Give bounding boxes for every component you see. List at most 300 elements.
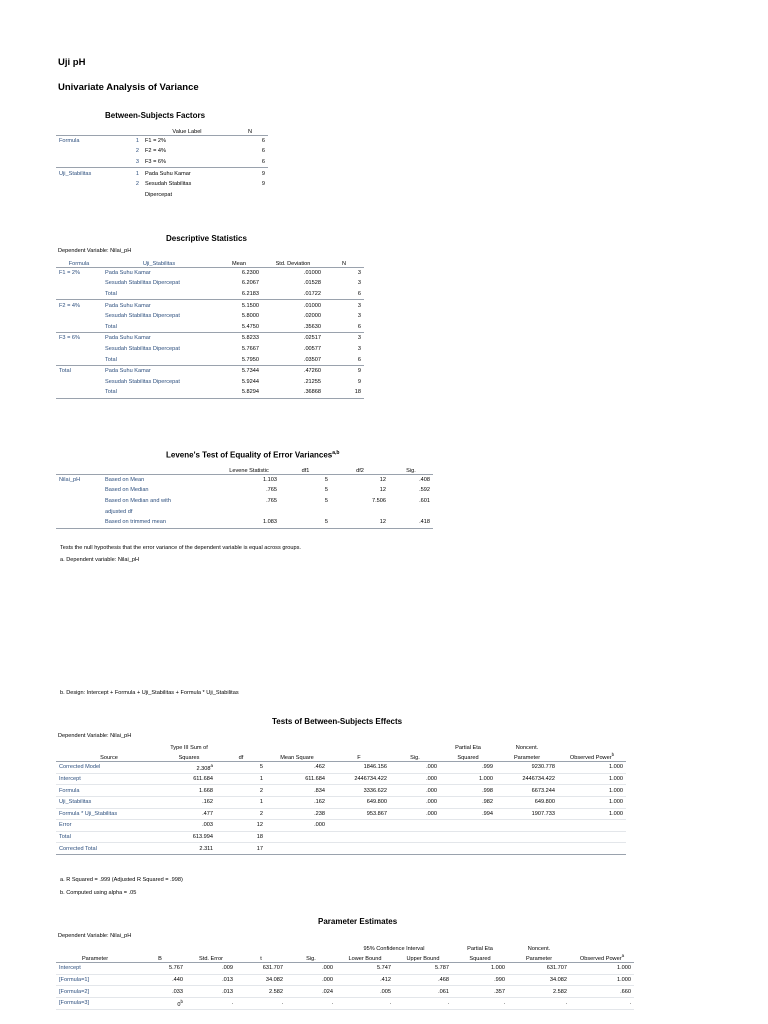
levene-title: Levene's Test of Equality of Error Variances$^{a,b}$ xyxy=(166,450,340,460)
table-row xyxy=(56,986,634,998)
tbse-df: 5 xyxy=(216,762,266,774)
table-row xyxy=(56,146,268,157)
pe-power: . xyxy=(570,997,634,1009)
pe-col-header: Parameter xyxy=(508,952,570,963)
pe-col-header-top xyxy=(56,941,134,952)
pe-col-header: Upper Bound xyxy=(394,952,452,963)
tbse-col-header-top xyxy=(390,740,440,751)
desc-sd: .01000 xyxy=(262,300,324,311)
tbse-source: Uji_Stabilitas xyxy=(56,796,162,808)
table-row xyxy=(56,843,626,855)
table-row xyxy=(56,387,364,398)
desc-mean: 6.2183 xyxy=(241,291,259,298)
desc-mean: 5.1500 xyxy=(216,300,262,311)
tbse-ss: 2.308$^a$ xyxy=(162,762,216,774)
tbse-df: 2 xyxy=(216,808,266,820)
levene-sig: .601 xyxy=(419,498,430,505)
tbse-note-2: b. Computed using alpha = .05 xyxy=(60,890,137,896)
desc-formula: F1 = 2% xyxy=(56,267,102,278)
tbse-col-header-top: Partial Eta xyxy=(455,744,481,751)
desc-col-header: N xyxy=(324,256,364,267)
levene-df2: 12 xyxy=(379,487,386,494)
table-row xyxy=(56,496,433,507)
tbse-source: Formula xyxy=(56,785,162,797)
tbse-ms: .238 xyxy=(266,808,328,820)
tbse-dep-var: Dependent Variable: Nilai_pH xyxy=(58,733,132,739)
desc-formula xyxy=(56,387,102,398)
pe-col-header-top xyxy=(570,941,634,952)
factor-name xyxy=(56,157,112,168)
pe-col-header: B xyxy=(134,952,186,963)
desc-dep-var: Dependent Variable: Nilai_pH xyxy=(58,248,132,254)
tbse-power xyxy=(558,843,626,855)
tbse-noncent xyxy=(496,831,558,843)
factor-n: 9 xyxy=(261,181,265,188)
table-row xyxy=(56,354,364,365)
pe-eta: . xyxy=(452,997,508,1009)
tbse-sig: .000 xyxy=(390,796,440,808)
table-row xyxy=(56,135,268,146)
desc-uji: Pada Suhu Kamar xyxy=(102,267,216,278)
levene-row-label: Based on Median and with xyxy=(105,498,171,505)
tbse-eta: 1.000 xyxy=(440,773,496,785)
table-row xyxy=(56,344,364,355)
pe-parameter: [Formula=3] xyxy=(56,997,134,1009)
pe-noncent: 2.582 xyxy=(508,986,570,998)
pe-upper: . xyxy=(394,997,452,1009)
pe-eta: .357 xyxy=(452,986,508,998)
tbse-sig: .000 xyxy=(390,808,440,820)
tbse-df: 12 xyxy=(216,820,266,832)
levene-stat: 1.083 xyxy=(218,517,280,528)
desc-n: 9 xyxy=(324,365,364,376)
tbse-eta: .994 xyxy=(440,808,496,820)
tbse-f: 649.800 xyxy=(328,796,390,808)
pe-col-header-top xyxy=(286,941,336,952)
table-row xyxy=(56,474,433,485)
desc-table xyxy=(56,256,364,399)
tbse-col-header: Mean Square xyxy=(266,751,328,762)
tbse-source: Error xyxy=(56,820,162,832)
tbse-ms: 611.684 xyxy=(266,773,328,785)
factor-n: 6 xyxy=(261,148,265,155)
tbse-noncent: 649.800 xyxy=(496,796,558,808)
tbse-source: Corrected Model xyxy=(56,762,162,774)
tbse-ss: 613.994 xyxy=(162,831,216,843)
tbse-noncent: 6673.244 xyxy=(496,785,558,797)
tbse-note-1: a. R Squared = .999 (Adjusted R Squared = .998) xyxy=(60,877,183,883)
desc-uji: Sesudah Stabilitas Dipercepat xyxy=(105,313,180,320)
desc-uji: Total xyxy=(105,323,117,330)
factor-code: 1 xyxy=(112,135,142,146)
table-row xyxy=(56,808,626,820)
tbse-noncent: 2446734.422 xyxy=(496,773,558,785)
tbse-col-header: Parameter xyxy=(496,751,558,762)
tbse-col-header: Sig. xyxy=(390,751,440,762)
pe-sig: . xyxy=(286,997,336,1009)
pe-col-header-top xyxy=(134,941,186,952)
table-row xyxy=(56,762,626,774)
tbse-df: 17 xyxy=(216,843,266,855)
levene-col-header: Sig. xyxy=(389,463,433,474)
desc-sd: .02000 xyxy=(303,313,321,320)
tbse-f: 1846.156 xyxy=(328,762,390,774)
tbse-eta: .999 xyxy=(440,762,496,774)
pe-t: 34.082 xyxy=(236,974,286,986)
factor-n: 9 xyxy=(232,168,268,179)
pe-t: . xyxy=(236,997,286,1009)
levene-df1: 5 xyxy=(324,476,328,483)
desc-mean: 5.8294 xyxy=(216,387,262,398)
pe-noncent: 34.082 xyxy=(508,974,570,986)
tbse-source: Total xyxy=(56,831,162,843)
tbse-col-header-top xyxy=(558,740,626,751)
tbse-title: Tests of Between-Subjects Effects xyxy=(272,717,403,726)
bsf-table xyxy=(56,124,268,200)
value-label: F3 = 6% xyxy=(145,159,166,166)
desc-n: 9 xyxy=(357,378,361,385)
levene-stat: .765 xyxy=(266,498,277,505)
table-row xyxy=(56,179,268,190)
tbse-col-header-top xyxy=(216,740,266,751)
desc-col-header: Mean xyxy=(216,256,262,267)
desc-n: 3 xyxy=(357,313,361,320)
tbse-ss: 611.684 xyxy=(162,773,216,785)
tbse-sig xyxy=(390,843,440,855)
factor-code: 3 xyxy=(135,159,139,166)
pe-t: 2.582 xyxy=(236,986,286,998)
table-row xyxy=(56,168,268,179)
pe-col-header: Std. Error xyxy=(186,952,236,963)
table-row xyxy=(56,322,364,333)
tbse-source: Intercept xyxy=(56,773,162,785)
pe-se: .013 xyxy=(186,974,236,986)
desc-formula xyxy=(56,311,102,322)
table-row xyxy=(56,190,268,201)
factor-name xyxy=(56,179,112,190)
page-heading: Uji pH xyxy=(58,57,86,68)
tbse-ss: 2.311 xyxy=(162,843,216,855)
tbse-col-header: Source xyxy=(56,751,162,762)
pe-parameter: [Formula=1] xyxy=(56,974,134,986)
levene-note-3: b. Design: Intercept + Formula + Uji_Stabilitas + Formula * Uji_Stabilitas xyxy=(60,690,239,696)
factor-code: 2 xyxy=(135,148,139,155)
tbse-eta: .982 xyxy=(440,796,496,808)
tbse-ms xyxy=(266,843,328,855)
levene-row-label: Based on Median xyxy=(105,487,149,494)
factor-name: Uji_Stabilitas xyxy=(56,168,112,179)
desc-mean: 5.7950 xyxy=(241,356,259,363)
desc-formula: F2 = 4% xyxy=(56,300,102,311)
factor-code: 1 xyxy=(112,168,142,179)
pe-upper: 5.787 xyxy=(394,963,452,975)
factor-n: 6 xyxy=(261,159,265,166)
pe-col-header: t xyxy=(236,952,286,963)
desc-n: 3 xyxy=(324,300,364,311)
table-row xyxy=(56,773,626,785)
desc-uji: Total xyxy=(105,291,117,298)
factor-name: Formula xyxy=(56,135,112,146)
levene-sig xyxy=(389,506,433,517)
tbse-ms: .462 xyxy=(266,762,328,774)
pe-se: .009 xyxy=(186,963,236,975)
desc-n: 3 xyxy=(324,267,364,278)
pe-t: 631.707 xyxy=(236,963,286,975)
desc-col-header: Uji_Stabilitas xyxy=(102,256,216,267)
desc-uji: Sesudah Stabilitas Dipercepat xyxy=(105,378,180,385)
desc-uji: Total xyxy=(105,356,117,363)
value-label: F2 = 4% xyxy=(145,148,166,155)
desc-title: Descriptive Statistics xyxy=(166,234,247,243)
value-label: F1 = 2% xyxy=(142,135,232,146)
desc-formula xyxy=(56,354,102,365)
table-row xyxy=(56,365,364,376)
desc-mean: 5.9244 xyxy=(241,378,259,385)
table-row xyxy=(56,485,433,496)
levene-df2: 7.506 xyxy=(372,498,386,505)
value-label: Pada Suhu Kamar xyxy=(142,168,232,179)
tbse-power: 1.000 xyxy=(558,785,626,797)
pe-upper: .061 xyxy=(394,986,452,998)
tbse-source: Corrected Total xyxy=(56,843,162,855)
tbse-ss: .162 xyxy=(162,796,216,808)
table-row xyxy=(56,377,364,388)
desc-n: 6 xyxy=(357,356,361,363)
table-row xyxy=(56,820,626,832)
tbse-sig xyxy=(390,820,440,832)
pe-se: . xyxy=(186,997,236,1009)
tbse-sig: .000 xyxy=(390,762,440,774)
table-row xyxy=(56,997,634,1009)
desc-mean: 5.7344 xyxy=(216,365,262,376)
tbse-eta: .998 xyxy=(440,785,496,797)
pe-power: .660 xyxy=(570,986,634,998)
pe-sig: .000 xyxy=(286,974,336,986)
pe-b: 0$^b$ xyxy=(134,997,186,1009)
pe-col-header-top: Noncent. xyxy=(527,945,551,952)
levene-df2 xyxy=(331,506,389,517)
table-row xyxy=(56,831,626,843)
desc-uji: Sesudah Stabilitas Dipercepat xyxy=(105,346,180,353)
pe-se: .013 xyxy=(186,986,236,998)
tbse-eta xyxy=(440,820,496,832)
tbse-eta xyxy=(440,843,496,855)
levene-sig: .418 xyxy=(389,517,433,528)
bsf-col-n: N xyxy=(232,124,268,135)
levene-df1: 5 xyxy=(324,498,328,505)
pe-sig: .024 xyxy=(286,986,336,998)
desc-sd: .21255 xyxy=(303,378,321,385)
pe-col-header: Parameter xyxy=(56,952,134,963)
table-row xyxy=(56,963,634,975)
tbse-ss: .477 xyxy=(162,808,216,820)
levene-var: Nilai_pH xyxy=(59,476,81,483)
desc-uji: Pada Suhu Kamar xyxy=(102,333,216,344)
levene-sig: .408 xyxy=(419,476,430,483)
pe-parameter: Intercept xyxy=(56,963,134,975)
tbse-df: 18 xyxy=(216,831,266,843)
tbse-df: 1 xyxy=(216,773,266,785)
pe-dep-var: Dependent Variable: Nilai_pH xyxy=(58,933,132,939)
tbse-col-header-top: Type III Sum of xyxy=(170,744,208,751)
levene-df1: 5 xyxy=(280,517,331,528)
tbse-ss: 1.668 xyxy=(162,785,216,797)
tbse-ms: .162 xyxy=(266,796,328,808)
desc-mean: 5.8000 xyxy=(241,313,259,320)
levene-var xyxy=(56,496,102,507)
levene-var xyxy=(56,506,102,517)
pe-eta: 1.000 xyxy=(452,963,508,975)
desc-n: 6 xyxy=(357,291,361,298)
desc-sd: .47260 xyxy=(262,365,324,376)
pe-col-header-top xyxy=(186,941,236,952)
pe-parameter: [Formula=2] xyxy=(56,986,134,998)
pe-noncent: 631.707 xyxy=(508,963,570,975)
tbse-noncent xyxy=(496,820,558,832)
levene-corner xyxy=(102,463,218,474)
levene-row-label: Based on trimmed mean xyxy=(102,517,218,528)
levene-var xyxy=(56,517,102,528)
tbse-col-header: Observed Power$^b$ xyxy=(558,751,626,762)
pe-ci-header: 95% Confidence Interval xyxy=(363,945,425,952)
desc-formula xyxy=(56,278,102,289)
tbse-f xyxy=(328,831,390,843)
levene-note-2: a. Dependent variable: Nilai_pH xyxy=(60,557,139,563)
pe-col-header-top: Partial Eta xyxy=(467,945,493,952)
desc-uji: Pada Suhu Kamar xyxy=(102,300,216,311)
tbse-noncent xyxy=(496,843,558,855)
desc-uji: Sesudah Stabilitas Dipercepat xyxy=(105,280,180,287)
tbse-f: 3336.622 xyxy=(328,785,390,797)
pe-noncent: . xyxy=(508,997,570,1009)
levene-col-header: df2 xyxy=(331,463,389,474)
table-row xyxy=(56,311,364,322)
tbse-df: 2 xyxy=(216,785,266,797)
desc-n: 3 xyxy=(324,333,364,344)
tbse-ms: .834 xyxy=(266,785,328,797)
desc-col-header: Formula xyxy=(56,256,102,267)
pe-lower: . xyxy=(336,997,394,1009)
factor-n: 6 xyxy=(232,135,268,146)
desc-n: 18 xyxy=(324,387,364,398)
tbse-f: 953.867 xyxy=(328,808,390,820)
pe-b: .033 xyxy=(134,986,186,998)
value-label: Sesudah Stabilitas xyxy=(145,181,192,188)
desc-sd: .01528 xyxy=(303,280,321,287)
table-row xyxy=(56,278,364,289)
pe-col-header: Squared xyxy=(452,952,508,963)
desc-formula xyxy=(56,322,102,333)
tbse-sig: .000 xyxy=(390,773,440,785)
tbse-col-header-top: Noncent. xyxy=(515,744,539,751)
tbse-f xyxy=(328,820,390,832)
pe-power: 1.000 xyxy=(570,974,634,986)
factor-code: 2 xyxy=(135,181,139,188)
levene-row-label: Based on Mean xyxy=(105,476,145,483)
desc-formula: Total xyxy=(56,365,102,376)
desc-formula: F3 = 6% xyxy=(56,333,102,344)
tbse-eta xyxy=(440,831,496,843)
tbse-power: 1.000 xyxy=(558,808,626,820)
tbse-noncent: 1907.733 xyxy=(496,808,558,820)
levene-df2: 12 xyxy=(331,517,389,528)
desc-n: 6 xyxy=(357,323,361,330)
tbse-power xyxy=(558,831,626,843)
desc-n: 3 xyxy=(357,280,361,287)
pe-title: Parameter Estimates xyxy=(318,917,398,926)
levene-stat: 1.103 xyxy=(263,476,277,483)
tbse-col-header: df xyxy=(216,751,266,762)
pe-lower: 5.747 xyxy=(336,963,394,975)
table-row xyxy=(56,300,364,311)
levene-stat xyxy=(218,506,280,517)
desc-col-header: Std. Deviation xyxy=(262,256,324,267)
desc-mean: 5.7667 xyxy=(241,346,259,353)
analysis-title: Univariate Analysis of Variance xyxy=(58,82,199,93)
desc-sd: .02517 xyxy=(262,333,324,344)
tbse-ms xyxy=(266,831,328,843)
tbse-power: 1.000 xyxy=(558,762,626,774)
tbse-sig: .000 xyxy=(390,785,440,797)
desc-n: 3 xyxy=(357,346,361,353)
tbse-ss: .003 xyxy=(162,820,216,832)
factor-n xyxy=(232,190,268,201)
tbse-source: Formula * Uji_Stabilitas xyxy=(56,808,162,820)
levene-corner xyxy=(56,463,102,474)
pe-table xyxy=(56,941,634,1010)
levene-var xyxy=(56,485,102,496)
desc-uji: Pada Suhu Kamar xyxy=(102,365,216,376)
levene-stat: .765 xyxy=(266,487,277,494)
table-row xyxy=(56,267,364,278)
pe-col-header: Observed Power$^a$ xyxy=(570,952,634,963)
table-row xyxy=(56,796,626,808)
tbse-power: 1.000 xyxy=(558,796,626,808)
levene-row-label: adjusted df xyxy=(105,508,133,515)
pe-eta: .990 xyxy=(452,974,508,986)
tbse-col-header-top xyxy=(328,740,390,751)
desc-mean: 5.8233 xyxy=(216,333,262,344)
pe-lower: .005 xyxy=(336,986,394,998)
table-row xyxy=(56,974,634,986)
table-row xyxy=(56,785,626,797)
table-row xyxy=(56,517,433,528)
tbse-f xyxy=(328,843,390,855)
levene-col-header: Levene Statistic xyxy=(218,463,280,474)
value-label: Dipercepat xyxy=(145,191,173,198)
tbse-col-header: F xyxy=(328,751,390,762)
desc-sd: .03507 xyxy=(303,356,321,363)
pe-col-header: Sig. xyxy=(286,952,336,963)
tbse-f: 2446734.422 xyxy=(328,773,390,785)
pe-sig: .000 xyxy=(286,963,336,975)
desc-mean: 5.4750 xyxy=(241,323,259,330)
desc-sd: .35630 xyxy=(303,323,321,330)
tbse-df: 1 xyxy=(216,796,266,808)
desc-formula xyxy=(56,377,102,388)
desc-sd: .00577 xyxy=(303,346,321,353)
pe-b: 5.767 xyxy=(134,963,186,975)
tbse-col-header: Squares xyxy=(162,751,216,762)
tbse-col-header-top xyxy=(266,740,328,751)
pe-upper: .468 xyxy=(394,974,452,986)
desc-mean: 6.2300 xyxy=(216,267,262,278)
pe-col-header-top xyxy=(236,941,286,952)
table-row xyxy=(56,333,364,344)
bsf-col-value-label: Value Label xyxy=(142,124,232,135)
factor-name xyxy=(56,146,112,157)
pe-col-header: Lower Bound xyxy=(336,952,394,963)
